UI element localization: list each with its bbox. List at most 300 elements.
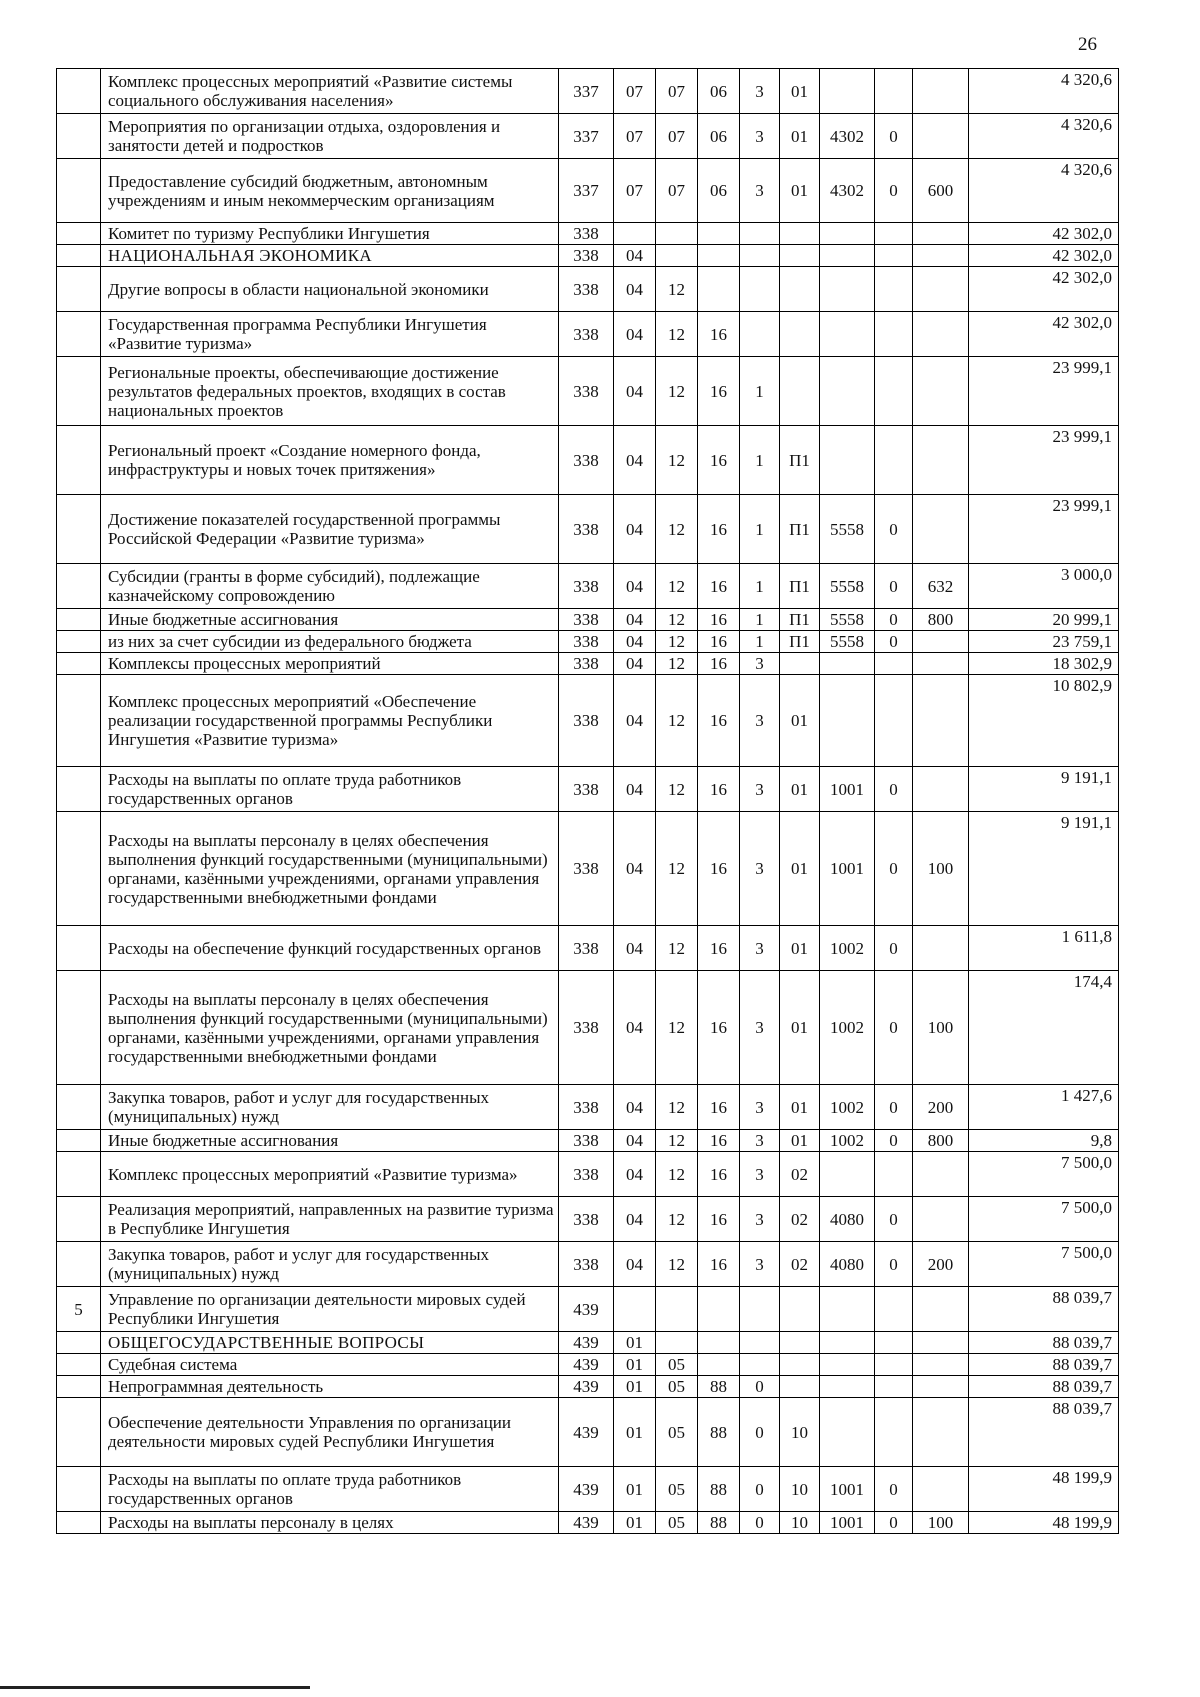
expense-type-code-cell: [913, 267, 969, 312]
expense-type-code-cell: 800: [913, 1130, 969, 1152]
row-number-cell: [57, 675, 101, 767]
item-name-cell: Региональный проект «Создание номерного фонда, инфраструктуры и новых точек притяжения»: [101, 426, 559, 495]
department-code-cell: 338: [559, 1085, 614, 1130]
event-code-cell: П1: [780, 426, 820, 495]
subprogram-code-cell: 3: [740, 1152, 780, 1197]
department-code-cell: 338: [559, 1152, 614, 1197]
program-code-cell: 16: [698, 675, 740, 767]
item-name-cell: Достижение показателей государственной программы Российской Федерации «Развитие туризма»: [101, 495, 559, 564]
row-number-cell: [57, 426, 101, 495]
event-code-cell: 01: [780, 69, 820, 114]
row-number-cell: [57, 631, 101, 653]
program-code-cell: 16: [698, 1085, 740, 1130]
department-code-cell: 439: [559, 1287, 614, 1332]
section-code-cell: 04: [614, 1197, 656, 1242]
table-row: [57, 1085, 1119, 1130]
subsection-code-cell: 05: [656, 1398, 698, 1467]
section-code-cell: 04: [614, 1085, 656, 1130]
amount-cell: 4 320,6: [969, 159, 1119, 223]
program-code-cell: 16: [698, 1130, 740, 1152]
event-code-cell: [780, 1354, 820, 1376]
program-code-cell: 16: [698, 357, 740, 426]
row-number-cell: [57, 609, 101, 631]
row-number-cell: [57, 267, 101, 312]
item-name-cell: Субсидии (гранты в форме субсидий), подлежащие казначейскому сопровождению: [101, 564, 559, 609]
amount-cell: 42 302,0: [969, 267, 1119, 312]
amount-cell: 42 302,0: [969, 312, 1119, 357]
expense-type-code-cell: [913, 1398, 969, 1467]
row-number-cell: [57, 1332, 101, 1354]
subprogram-code-cell: [740, 1332, 780, 1354]
department-code-cell: 338: [559, 267, 614, 312]
direction-code-cell: 4080: [820, 1242, 875, 1287]
row-number-cell: [57, 245, 101, 267]
department-code-cell: 338: [559, 564, 614, 609]
program-code-cell: 88: [698, 1512, 740, 1534]
row-number-cell: [57, 1398, 101, 1467]
event-code-cell: [780, 267, 820, 312]
program-code-cell: [698, 245, 740, 267]
department-code-cell: 338: [559, 312, 614, 357]
item-name-cell: Государственная программа Республики Ингушетия «Развитие туризма»: [101, 312, 559, 357]
section-code-cell: 04: [614, 267, 656, 312]
department-code-cell: 338: [559, 245, 614, 267]
event-code-cell: 01: [780, 1130, 820, 1152]
row-number-cell: [57, 926, 101, 971]
expense-type-code-cell: 100: [913, 1512, 969, 1534]
expense-type-code-cell: [913, 1152, 969, 1197]
subsection-code-cell: 12: [656, 653, 698, 675]
table-row: [57, 69, 1119, 114]
event-code-cell: 01: [780, 812, 820, 926]
table-row: [57, 675, 1119, 767]
subsection-code-cell: 12: [656, 971, 698, 1085]
item-name-cell: Закупка товаров, работ и услуг для государственных (муниципальных) нужд: [101, 1242, 559, 1287]
direction-code-cell: 1001: [820, 1512, 875, 1534]
section-code-cell: 01: [614, 1512, 656, 1534]
item-name-cell: Иные бюджетные ассигнования: [101, 609, 559, 631]
table-row: [57, 767, 1119, 812]
amount-cell: 88 039,7: [969, 1354, 1119, 1376]
event-code-cell: 01: [780, 1085, 820, 1130]
row-number-cell: [57, 1197, 101, 1242]
sub-direction-code-cell: [875, 245, 913, 267]
amount-cell: 48 199,9: [969, 1467, 1119, 1512]
table-row: [57, 159, 1119, 223]
sub-direction-code-cell: 0: [875, 159, 913, 223]
table-row: [57, 495, 1119, 564]
direction-code-cell: 1002: [820, 1130, 875, 1152]
row-number-cell: [57, 1354, 101, 1376]
direction-code-cell: [820, 1376, 875, 1398]
expense-type-code-cell: [913, 1354, 969, 1376]
subsection-code-cell: 12: [656, 812, 698, 926]
expense-type-code-cell: [913, 245, 969, 267]
subprogram-code-cell: 3: [740, 69, 780, 114]
sub-direction-code-cell: 0: [875, 1197, 913, 1242]
expense-type-code-cell: [913, 675, 969, 767]
expense-type-code-cell: 632: [913, 564, 969, 609]
direction-code-cell: [820, 267, 875, 312]
budget-table: [56, 68, 1119, 1534]
item-name-cell: Региональные проекты, обеспечивающие достижение результатов федеральных проектов, входящих в состав национальных проектов: [101, 357, 559, 426]
event-code-cell: [780, 1287, 820, 1332]
amount-cell: 9 191,1: [969, 812, 1119, 926]
sub-direction-code-cell: [875, 1152, 913, 1197]
event-code-cell: 01: [780, 114, 820, 159]
department-code-cell: 338: [559, 609, 614, 631]
subsection-code-cell: 05: [656, 1354, 698, 1376]
event-code-cell: [780, 357, 820, 426]
expense-type-code-cell: [913, 312, 969, 357]
subprogram-code-cell: 1: [740, 495, 780, 564]
direction-code-cell: [820, 1332, 875, 1354]
event-code-cell: П1: [780, 609, 820, 631]
program-code-cell: 16: [698, 812, 740, 926]
section-code-cell: 04: [614, 926, 656, 971]
department-code-cell: 337: [559, 69, 614, 114]
expense-type-code-cell: [913, 1287, 969, 1332]
department-code-cell: 337: [559, 159, 614, 223]
event-code-cell: 01: [780, 159, 820, 223]
event-code-cell: П1: [780, 564, 820, 609]
row-number-cell: [57, 1152, 101, 1197]
subsection-code-cell: 07: [656, 159, 698, 223]
subprogram-code-cell: 3: [740, 1197, 780, 1242]
subprogram-code-cell: 3: [740, 653, 780, 675]
department-code-cell: 439: [559, 1332, 614, 1354]
item-name-cell: Расходы на выплаты по оплате труда работников государственных органов: [101, 1467, 559, 1512]
direction-code-cell: 5558: [820, 564, 875, 609]
subsection-code-cell: 12: [656, 926, 698, 971]
item-name-cell: Расходы на выплаты по оплате труда работников государственных органов: [101, 767, 559, 812]
event-code-cell: [780, 653, 820, 675]
amount-cell: 1 427,6: [969, 1085, 1119, 1130]
amount-cell: 7 500,0: [969, 1242, 1119, 1287]
section-code-cell: 04: [614, 312, 656, 357]
expense-type-code-cell: [913, 357, 969, 426]
section-code-cell: 04: [614, 675, 656, 767]
expense-type-code-cell: 100: [913, 812, 969, 926]
expense-type-code-cell: 200: [913, 1242, 969, 1287]
program-code-cell: [698, 267, 740, 312]
direction-code-cell: [820, 69, 875, 114]
event-code-cell: 01: [780, 926, 820, 971]
amount-cell: 23 999,1: [969, 426, 1119, 495]
event-code-cell: 01: [780, 971, 820, 1085]
subprogram-code-cell: 3: [740, 812, 780, 926]
sub-direction-code-cell: 0: [875, 1085, 913, 1130]
expense-type-code-cell: [913, 1467, 969, 1512]
direction-code-cell: [820, 245, 875, 267]
department-code-cell: 338: [559, 971, 614, 1085]
event-code-cell: 02: [780, 1152, 820, 1197]
department-code-cell: 439: [559, 1467, 614, 1512]
section-code-cell: 04: [614, 609, 656, 631]
row-number-cell: [57, 69, 101, 114]
subprogram-code-cell: 1: [740, 357, 780, 426]
table-row: [57, 1332, 1119, 1354]
sub-direction-code-cell: [875, 1354, 913, 1376]
section-code-cell: 01: [614, 1332, 656, 1354]
subsection-code-cell: [656, 245, 698, 267]
subprogram-code-cell: 1: [740, 631, 780, 653]
table-row: [57, 1512, 1119, 1534]
direction-code-cell: [820, 1152, 875, 1197]
subsection-code-cell: 12: [656, 426, 698, 495]
expense-type-code-cell: [913, 926, 969, 971]
direction-code-cell: 1002: [820, 1085, 875, 1130]
subsection-code-cell: 12: [656, 1130, 698, 1152]
subprogram-code-cell: [740, 267, 780, 312]
sub-direction-code-cell: 0: [875, 564, 913, 609]
table-row: [57, 114, 1119, 159]
table-row: [57, 971, 1119, 1085]
amount-cell: 42 302,0: [969, 245, 1119, 267]
table-row: [57, 653, 1119, 675]
event-code-cell: 10: [780, 1398, 820, 1467]
department-code-cell: 338: [559, 631, 614, 653]
subsection-code-cell: 12: [656, 609, 698, 631]
direction-code-cell: [820, 653, 875, 675]
event-code-cell: [780, 1332, 820, 1354]
subsection-code-cell: 12: [656, 767, 698, 812]
event-code-cell: 01: [780, 675, 820, 767]
table-row: [57, 245, 1119, 267]
item-name-cell: Непрограммная деятельность: [101, 1376, 559, 1398]
program-code-cell: 16: [698, 564, 740, 609]
program-code-cell: [698, 1354, 740, 1376]
amount-cell: 48 199,9: [969, 1512, 1119, 1534]
table-row: [57, 1287, 1119, 1332]
direction-code-cell: 1001: [820, 812, 875, 926]
sub-direction-code-cell: [875, 1287, 913, 1332]
sub-direction-code-cell: 0: [875, 495, 913, 564]
row-number-cell: [57, 1512, 101, 1534]
direction-code-cell: 4302: [820, 114, 875, 159]
program-code-cell: 06: [698, 159, 740, 223]
item-name-cell: Комплексы процессных мероприятий: [101, 653, 559, 675]
item-name-cell: Расходы на выплаты персоналу в целях: [101, 1512, 559, 1534]
row-number-cell: [57, 1467, 101, 1512]
table-row: [57, 426, 1119, 495]
direction-code-cell: [820, 675, 875, 767]
subsection-code-cell: 12: [656, 495, 698, 564]
sub-direction-code-cell: 0: [875, 609, 913, 631]
item-name-cell: Иные бюджетные ассигнования: [101, 1130, 559, 1152]
item-name-cell: Предоставление субсидий бюджетным, автономным учреждениям и иным некоммерческим организациям: [101, 159, 559, 223]
row-number-cell: [57, 159, 101, 223]
table-row: [57, 1467, 1119, 1512]
section-code-cell: 04: [614, 357, 656, 426]
event-code-cell: [780, 312, 820, 357]
expense-type-code-cell: 600: [913, 159, 969, 223]
direction-code-cell: [820, 312, 875, 357]
subprogram-code-cell: 0: [740, 1467, 780, 1512]
program-code-cell: 88: [698, 1376, 740, 1398]
expense-type-code-cell: 100: [913, 971, 969, 1085]
row-number-cell: [57, 812, 101, 926]
direction-code-cell: [820, 1354, 875, 1376]
section-code-cell: 04: [614, 767, 656, 812]
row-number-cell: [57, 767, 101, 812]
program-code-cell: 16: [698, 767, 740, 812]
department-code-cell: 337: [559, 114, 614, 159]
table-row: [57, 1130, 1119, 1152]
item-name-cell: Расходы на обеспечение функций государственных органов: [101, 926, 559, 971]
department-code-cell: 338: [559, 767, 614, 812]
amount-cell: 42 302,0: [969, 223, 1119, 245]
expense-type-code-cell: [913, 1332, 969, 1354]
subsection-code-cell: 12: [656, 675, 698, 767]
item-name-cell: из них за счет субсидии из федерального бюджета: [101, 631, 559, 653]
event-code-cell: 10: [780, 1512, 820, 1534]
department-code-cell: 338: [559, 1130, 614, 1152]
sub-direction-code-cell: 0: [875, 631, 913, 653]
row-number-cell: 5: [57, 1287, 101, 1332]
sub-direction-code-cell: [875, 312, 913, 357]
amount-cell: 7 500,0: [969, 1152, 1119, 1197]
page-number: 26: [1078, 34, 1097, 55]
subsection-code-cell: 12: [656, 312, 698, 357]
row-number-cell: [57, 312, 101, 357]
item-name-cell: Расходы на выплаты персоналу в целях обеспечения выполнения функций государственными (муниципальными) органами, казёнными учреждениями, органами управления государственными внебюджетными фондами: [101, 971, 559, 1085]
section-code-cell: 01: [614, 1354, 656, 1376]
section-code-cell: 04: [614, 971, 656, 1085]
table-row: [57, 926, 1119, 971]
direction-code-cell: [820, 1398, 875, 1467]
item-name-cell: Мероприятия по организации отдыха, оздоровления и занятости детей и подростков: [101, 114, 559, 159]
department-code-cell: 439: [559, 1354, 614, 1376]
event-code-cell: 01: [780, 767, 820, 812]
row-number-cell: [57, 1242, 101, 1287]
subprogram-code-cell: 3: [740, 114, 780, 159]
item-name-cell: Другие вопросы в области национальной экономики: [101, 267, 559, 312]
program-code-cell: 16: [698, 631, 740, 653]
section-code-cell: 04: [614, 426, 656, 495]
subprogram-code-cell: 1: [740, 564, 780, 609]
department-code-cell: 338: [559, 1197, 614, 1242]
event-code-cell: [780, 223, 820, 245]
sub-direction-code-cell: 0: [875, 971, 913, 1085]
expense-type-code-cell: [913, 426, 969, 495]
section-code-cell: 01: [614, 1376, 656, 1398]
row-number-cell: [57, 1085, 101, 1130]
section-code-cell: 01: [614, 1467, 656, 1512]
expense-type-code-cell: 200: [913, 1085, 969, 1130]
subprogram-code-cell: 0: [740, 1398, 780, 1467]
subprogram-code-cell: [740, 223, 780, 245]
section-code-cell: 04: [614, 495, 656, 564]
item-name-cell: ОБЩЕГОСУДАРСТВЕННЫЕ ВОПРОСЫ: [101, 1332, 559, 1354]
amount-cell: 10 802,9: [969, 675, 1119, 767]
event-code-cell: [780, 245, 820, 267]
amount-cell: 23 999,1: [969, 495, 1119, 564]
section-code-cell: 07: [614, 69, 656, 114]
program-code-cell: [698, 223, 740, 245]
program-code-cell: 88: [698, 1467, 740, 1512]
sub-direction-code-cell: [875, 1398, 913, 1467]
sub-direction-code-cell: [875, 357, 913, 426]
bottom-edge-rule: [0, 1686, 310, 1689]
expense-type-code-cell: [913, 653, 969, 675]
direction-code-cell: 4302: [820, 159, 875, 223]
expense-type-code-cell: [913, 69, 969, 114]
sub-direction-code-cell: 0: [875, 812, 913, 926]
table-row: [57, 1197, 1119, 1242]
table-row: [57, 812, 1119, 926]
subsection-code-cell: 12: [656, 631, 698, 653]
expense-type-code-cell: [913, 495, 969, 564]
program-code-cell: 16: [698, 609, 740, 631]
event-code-cell: 10: [780, 1467, 820, 1512]
row-number-cell: [57, 564, 101, 609]
event-code-cell: 02: [780, 1242, 820, 1287]
program-code-cell: 16: [698, 1197, 740, 1242]
subprogram-code-cell: 3: [740, 767, 780, 812]
table-row: [57, 1376, 1119, 1398]
subprogram-code-cell: 3: [740, 1130, 780, 1152]
subprogram-code-cell: [740, 1354, 780, 1376]
subsection-code-cell: 05: [656, 1376, 698, 1398]
amount-cell: 3 000,0: [969, 564, 1119, 609]
department-code-cell: 439: [559, 1398, 614, 1467]
program-code-cell: 06: [698, 69, 740, 114]
event-code-cell: 02: [780, 1197, 820, 1242]
amount-cell: 1 611,8: [969, 926, 1119, 971]
item-name-cell: Комплекс процессных мероприятий «Развитие системы социального обслуживания населения»: [101, 69, 559, 114]
section-code-cell: 04: [614, 1152, 656, 1197]
section-code-cell: [614, 223, 656, 245]
subprogram-code-cell: [740, 312, 780, 357]
subsection-code-cell: 12: [656, 1085, 698, 1130]
subsection-code-cell: [656, 1332, 698, 1354]
program-code-cell: 16: [698, 1242, 740, 1287]
amount-cell: 9 191,1: [969, 767, 1119, 812]
subsection-code-cell: 05: [656, 1467, 698, 1512]
section-code-cell: 04: [614, 812, 656, 926]
department-code-cell: 338: [559, 653, 614, 675]
row-number-cell: [57, 1376, 101, 1398]
item-name-cell: Комплекс процессных мероприятий «Развитие туризма»: [101, 1152, 559, 1197]
subsection-code-cell: 12: [656, 357, 698, 426]
subsection-code-cell: 12: [656, 267, 698, 312]
table-row: [57, 1152, 1119, 1197]
expense-type-code-cell: [913, 631, 969, 653]
direction-code-cell: 1002: [820, 971, 875, 1085]
subsection-code-cell: 12: [656, 1242, 698, 1287]
sub-direction-code-cell: 0: [875, 1242, 913, 1287]
direction-code-cell: [820, 1287, 875, 1332]
direction-code-cell: [820, 426, 875, 495]
sub-direction-code-cell: [875, 1332, 913, 1354]
sub-direction-code-cell: [875, 653, 913, 675]
row-number-cell: [57, 1130, 101, 1152]
section-code-cell: 07: [614, 114, 656, 159]
direction-code-cell: 1001: [820, 1467, 875, 1512]
row-number-cell: [57, 495, 101, 564]
program-code-cell: 88: [698, 1398, 740, 1467]
item-name-cell: Обеспечение деятельности Управления по организации деятельности мировых судей Республики Ингушетия: [101, 1398, 559, 1467]
expense-type-code-cell: [913, 223, 969, 245]
table-row: [57, 357, 1119, 426]
table-row: [57, 564, 1119, 609]
sub-direction-code-cell: 0: [875, 926, 913, 971]
section-code-cell: 04: [614, 631, 656, 653]
amount-cell: 174,4: [969, 971, 1119, 1085]
row-number-cell: [57, 971, 101, 1085]
program-code-cell: 16: [698, 653, 740, 675]
